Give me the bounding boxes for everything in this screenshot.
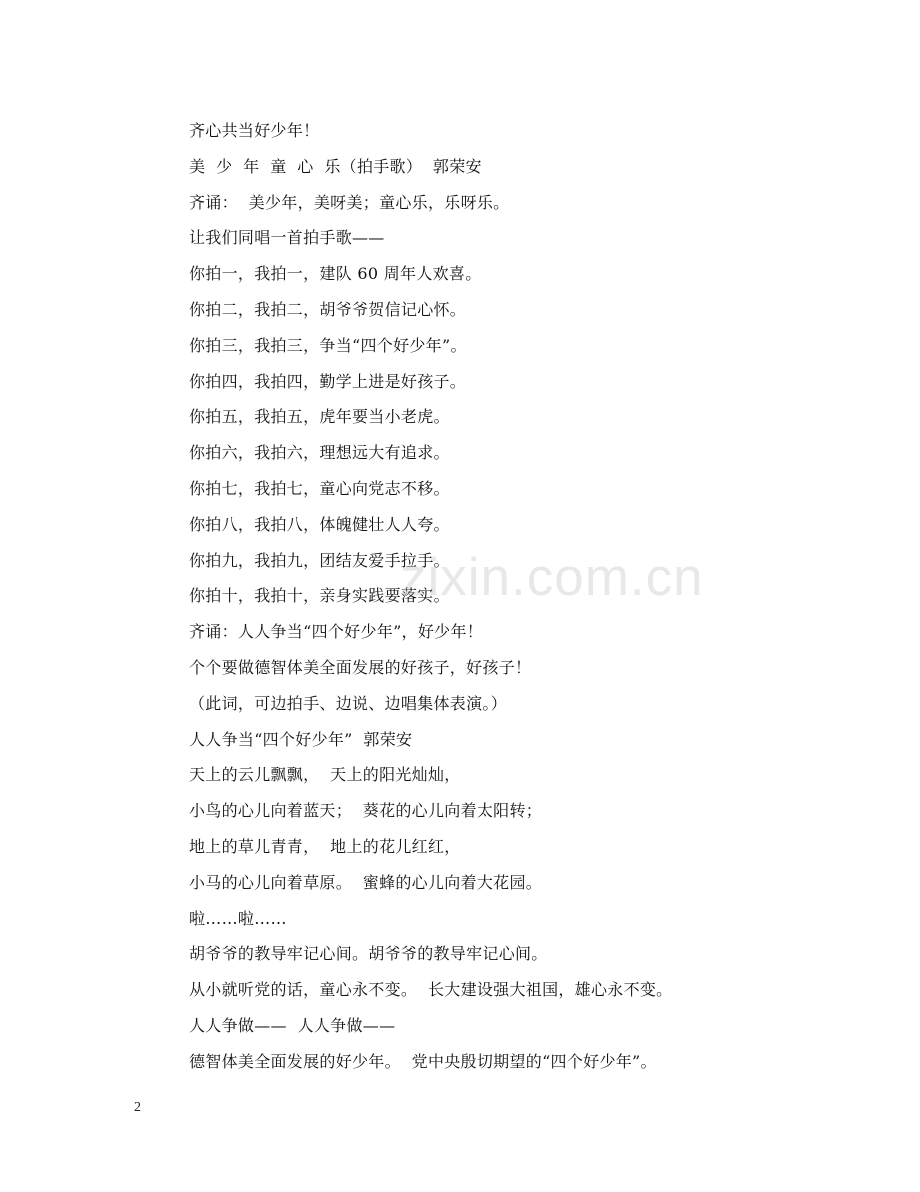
text-line: 啦……啦……: [189, 908, 287, 928]
text-line: 你拍九，我拍九，团结友爱手拉手。: [189, 550, 450, 570]
text-line: 你拍七，我拍七，童心向党志不移。: [189, 478, 450, 498]
text-line: 齐诵：人人争当“四个好少年”，好少年！: [189, 622, 484, 642]
watermark: zixin.com.cn: [400, 548, 704, 607]
text-line: 天上的云儿飘飘， 天上的阳光灿灿，: [189, 765, 461, 785]
text-line: 小马的心儿向着草原。 蜜蜂的心儿向着大花园。: [189, 872, 543, 892]
text-line: 你拍十，我拍十，亲身实践要落实。: [189, 586, 450, 606]
text-line: 小鸟的心儿向着蓝天； 葵花的心儿向着太阳转；: [189, 801, 543, 821]
text-line: 人人争当“四个好少年” 郭荣安: [189, 729, 413, 749]
text-line: 你拍三，我拍三，争当“四个好少年”。: [189, 335, 467, 355]
text-line: 你拍一，我拍一，建队 60 周年人欢喜。: [189, 264, 482, 284]
text-line: 胡爷爷的教导牢记心间。胡爷爷的教导牢记心间。: [189, 944, 548, 964]
text-line: 你拍六，我拍六，理想远大有追求。: [189, 443, 450, 463]
page-number: 2: [134, 1100, 141, 1115]
text-line: 德智体美全面发展的好少年。 党中央殷切期望的“四个好少年”。: [189, 1051, 657, 1071]
text-line: 从小就听党的话，童心永不变。 长大建设强大祖国，雄心永不变。: [189, 980, 673, 1000]
text-line: 美 少 年 童 心 乐（拍手歌） 郭荣安: [189, 156, 482, 176]
text-line: 你拍四，我拍四，勤学上进是好孩子。: [189, 371, 467, 391]
text-line: 齐心共当好少年！: [189, 121, 320, 140]
text-line: 人人争做—— 人人争做——: [189, 1015, 396, 1035]
text-line: 个个要做德智体美全面发展的好孩子，好孩子！: [189, 657, 532, 677]
text-line: 你拍二，我拍二，胡爷爷贺信记心怀。: [189, 299, 467, 319]
text-line: 齐诵： 美少年，美呀美；童心乐，乐呀乐。: [189, 192, 510, 212]
text-line: 让我们同唱一首拍手歌——: [189, 228, 385, 248]
text-line: 你拍八，我拍八，体魄健壮人人夸。: [189, 514, 450, 534]
text-line: 地上的草儿青青， 地上的花儿红红，: [189, 836, 461, 856]
text-line: 你拍五，我拍五，虎年要当小老虎。: [189, 407, 450, 427]
text-line: （此词，可边拍手、边说、边唱集体表演。）: [189, 693, 508, 713]
